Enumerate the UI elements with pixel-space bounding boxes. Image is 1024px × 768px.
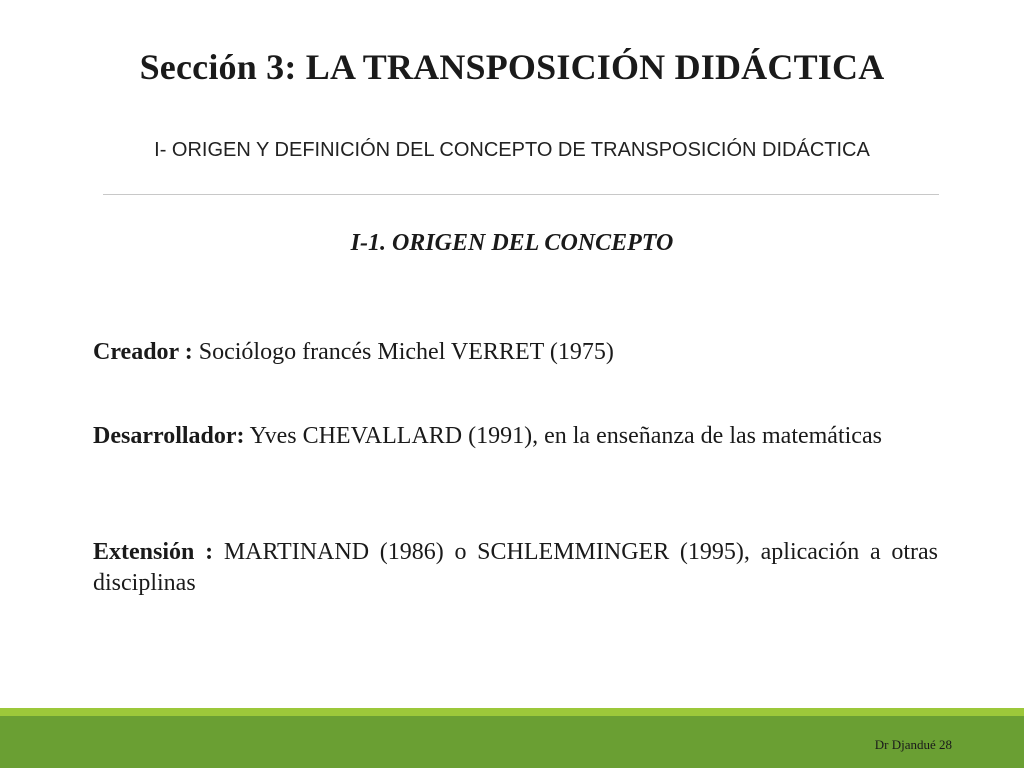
item-text: Sociólogo francés Michel VERRET (1975) — [198, 339, 614, 365]
item-label: Creador : — [93, 339, 193, 365]
list-item-desarrollador — [93, 421, 938, 452]
item-text: MARTINAND (1986) o SCHLEMMINGER (1995), aplicación a otras disciplinas — [93, 539, 938, 596]
slide-footer: Dr Djandué 28 — [874, 737, 952, 752]
list-item-extension — [93, 537, 938, 599]
section-heading: I-1. ORIGEN DEL CONCEPTO — [350, 230, 674, 256]
slide-subtitle: I- ORIGEN Y DEFINICIÓN DEL CONCEPTO DE TRANSPOSICIÓN DIDÁCTICA — [154, 139, 870, 161]
item-text: Yves CHEVALLARD (1991), en la enseñanza de las matemáticas — [249, 423, 882, 449]
list-item-creador — [93, 337, 938, 368]
item-label: Desarrollador: — [93, 423, 245, 449]
slide-title: Sección 3: LA TRANSPOSICIÓN DIDÁCTICA — [139, 47, 885, 87]
footer-band-dark — [0, 716, 1024, 768]
item-label: Extensión : — [93, 539, 214, 565]
divider-line — [103, 194, 939, 195]
footer-band-light — [0, 708, 1024, 716]
